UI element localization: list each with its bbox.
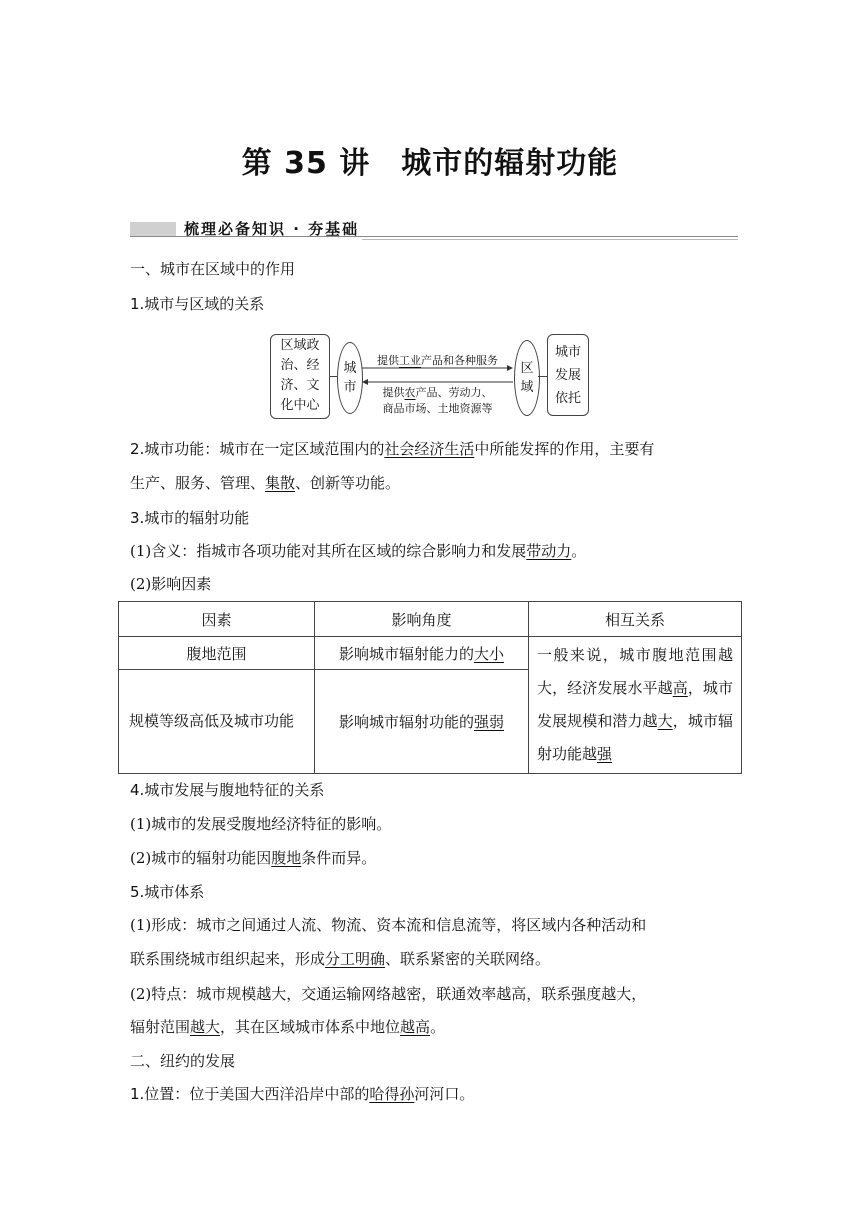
banner-bar (130, 222, 176, 236)
region-center-box (270, 334, 330, 419)
text: ，其在区域城市体系中地位 (220, 1018, 401, 1036)
table-cell: 腹地范围 (119, 637, 315, 670)
table-header: 影响角度 (315, 602, 529, 637)
table-cell-relation (529, 637, 742, 774)
diagram-text: 提供 (377, 354, 399, 367)
paragraph-city-function (130, 439, 738, 459)
diagram-text: 产品、劳动力、 (415, 386, 493, 399)
diagram-text: 产品和各种服务 (421, 354, 498, 367)
page-title: 第 35 讲 城市的辐射功能 (241, 146, 619, 181)
diagram-text: 区域政 (280, 338, 320, 353)
diagram-text: 发展 (554, 368, 581, 383)
diagram-text: 工业 (399, 354, 421, 367)
diagram-text: 农 (404, 386, 416, 399)
text: ，城市发展规模和潜力越 (537, 679, 733, 730)
flow-bottom-label-2: 商品市场、土地资源等 (382, 402, 493, 415)
table-cell (315, 637, 529, 670)
text: 联系围绕城市组织起来，形成 (130, 950, 326, 968)
table-header: 相互关系 (529, 602, 742, 637)
text: 条件而异。 (301, 849, 377, 867)
subheading-1-3: 3.城市的辐射功能 (130, 509, 250, 527)
paragraph-features-2 (130, 1017, 738, 1037)
answer-blank: 分工明确 (325, 950, 386, 968)
label: 1.位置： (130, 1085, 190, 1103)
text: 一般来说，城市腹地范围越大，经济发展水平越 (537, 646, 733, 697)
subheading-1-4: 4.城市发展与腹地特征的关系 (130, 781, 325, 799)
city-oval (337, 342, 363, 414)
diagram-text: 济、文 (280, 378, 320, 393)
heading-2: 二、纽约的发展 (130, 1052, 236, 1070)
answer-blank: 高 (672, 679, 688, 697)
answer-blank: 社会经济生活 (384, 440, 475, 458)
paragraph-formation: (1)形成：城市之间通过人流、物流、资本流和信息流等，将区域内各种活动和 (130, 916, 647, 934)
city-region-diagram (270, 334, 590, 420)
banner-rule-2 (362, 239, 738, 240)
table-cell: 规模等级高低及城市功能 (119, 670, 315, 774)
diagram-text: 治、经 (280, 358, 320, 373)
flow-bottom-label (361, 384, 514, 400)
heading-1: 一、城市在区域中的作用 (130, 260, 296, 278)
text: 生产、服务、管理、 (130, 474, 266, 492)
table-header-row (119, 602, 742, 637)
diagram-text: 城市 (554, 345, 581, 360)
subheading-1-1: 1.城市与区域的关系 (130, 295, 265, 313)
connector-line (329, 376, 337, 377)
diagram-text: 域 (520, 380, 534, 395)
table-header: 因素 (119, 602, 315, 637)
label: 2.城市功能： (130, 440, 220, 458)
text: (1)含义：指城市各项功能对其所在区域的综合影响力和发展 (130, 542, 527, 560)
answer-blank: 大小 (474, 644, 505, 663)
development-basis-box (547, 334, 589, 416)
paragraph-hinterland-2 (130, 848, 738, 868)
text: 辐射范围 (130, 1018, 191, 1036)
diagram-text: 依托 (554, 391, 581, 406)
text: 。 (571, 542, 587, 560)
text: 河河口。 (414, 1085, 475, 1103)
subheading-1-5: 5.城市体系 (130, 883, 205, 901)
text: ，城市辐射功能越 (537, 712, 733, 763)
text: 影响城市辐射功能的 (338, 713, 474, 732)
diagram-text: 化中心 (280, 398, 320, 413)
paragraph-formation-2 (130, 949, 738, 969)
paragraph-location (130, 1084, 738, 1104)
text: 。 (430, 1018, 446, 1036)
flow-top-label (361, 352, 514, 368)
paragraph-city-function-2 (130, 473, 738, 493)
table-cell (315, 670, 529, 774)
text: 影响城市辐射能力的 (338, 644, 474, 663)
answer-blank: 集散 (265, 474, 296, 492)
diagram-text: 提供 (382, 386, 405, 399)
text: 中所能发挥的作用，主要有 (474, 440, 655, 458)
diagram-text: 城 (343, 361, 357, 376)
answer-blank: 越大 (190, 1018, 221, 1036)
answer-blank: 带动力 (526, 542, 572, 560)
answer-blank: 强弱 (474, 713, 505, 732)
text: 、创新等功能。 (295, 474, 401, 492)
answer-blank: 强 (597, 745, 613, 763)
answer-blank: 越高 (400, 1018, 431, 1036)
diagram-text: 市 (343, 380, 357, 395)
answer-blank: 大 (657, 712, 673, 730)
connector-line (538, 376, 547, 377)
paragraph-hinterland-1: (1)城市的发展受腹地经济特征的影响。 (130, 815, 392, 833)
diagram-text: 区 (520, 361, 534, 376)
banner-text: 梳理必备知识 · 夯基础 (184, 220, 360, 238)
paragraph-factors: (2)影响因素 (130, 575, 212, 593)
text: 、联系紧密的关联网络。 (385, 950, 551, 968)
paragraph-features: (2)特点：城市规模越大，交通运输网络越密，联通效率越高，联系强度越大， (130, 985, 647, 1003)
answer-blank: 腹地 (271, 849, 302, 867)
banner-rule (130, 236, 738, 237)
section-banner (130, 218, 738, 240)
factors-table (118, 601, 742, 774)
text: 城市在一定区域范围内的 (219, 440, 385, 458)
text: 位于美国大西洋沿岸中部的 (189, 1085, 370, 1103)
text: (2)城市的辐射功能因 (130, 849, 272, 867)
table-row (119, 637, 742, 670)
answer-blank: 哈得孙 (369, 1085, 415, 1103)
paragraph-meaning (130, 541, 738, 561)
region-oval (514, 340, 540, 416)
